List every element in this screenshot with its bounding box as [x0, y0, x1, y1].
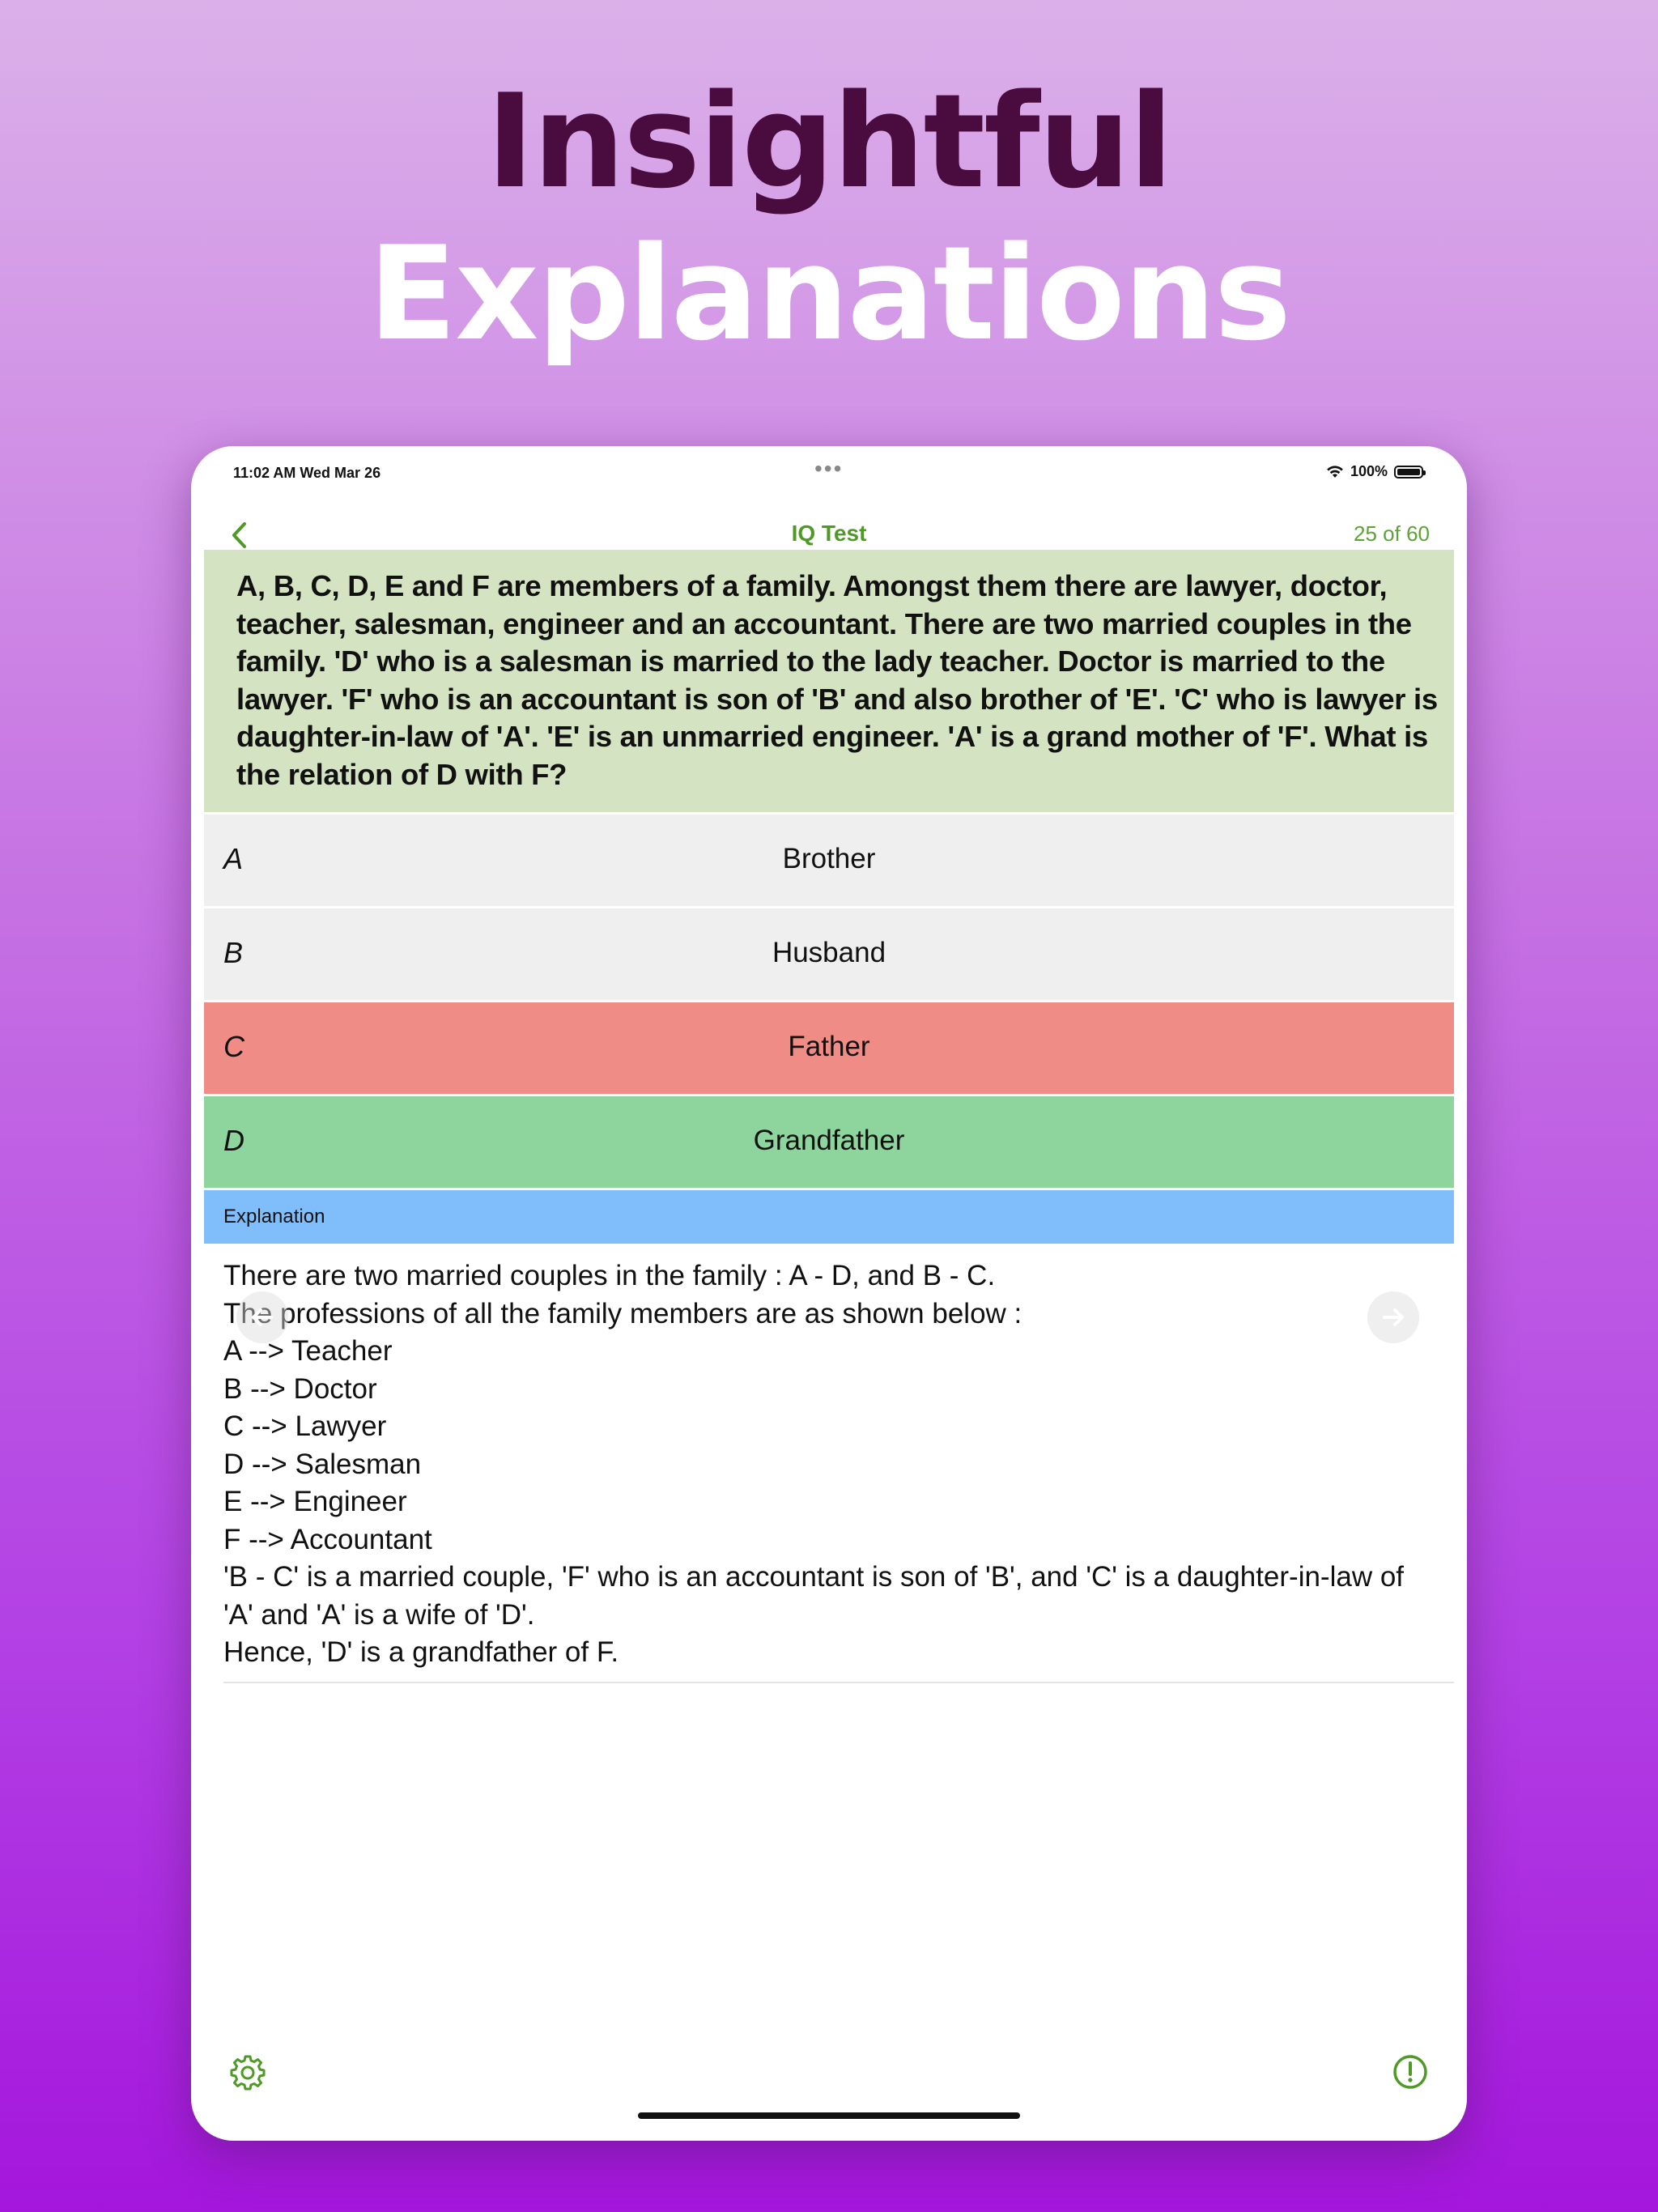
status-time: 11:02 AM Wed Mar 26: [233, 465, 381, 481]
report-issue-button[interactable]: [1388, 2049, 1433, 2095]
next-question-button[interactable]: [1367, 1291, 1419, 1343]
question-text: A, B, C, D, E and F are members of a family. Amongst them there are lawyer, doctor, teacher, salesman, engineer and an accountant. There are two married couples in the family. 'D' who is a salesman is married to the lady teacher. Doctor is married to the lawyer. 'F' who is an accountant is son of 'B' and also brother of 'E'. 'C' who is lawyer is daughter-in-law of 'A'. 'E' is an unmarried engineer. 'A' is a grand mother of 'F'. What is the relation of D with F?: [204, 550, 1454, 812]
explanation-line: There are two married couples in the family : A - D, and B - C.: [223, 1260, 996, 1291]
headline-line-2: Explanations: [368, 218, 1290, 369]
divider: [223, 1682, 1454, 1683]
explanation-line: B --> Doctor: [223, 1372, 377, 1405]
option-letter: B: [223, 936, 244, 969]
multitasking-dots-icon[interactable]: •••: [814, 456, 844, 481]
option-letter: D: [223, 1124, 244, 1157]
status-bar: [191, 446, 1467, 503]
arrow-right-icon: [1380, 1304, 1407, 1331]
option-text: Husband: [772, 937, 886, 968]
explanation-line: 'B - C' is a married couple, 'F' who is an accountant is son of 'B', and 'C' is a daughter-in-law of 'A' and 'A' is a wife of 'D'.: [223, 1561, 1412, 1631]
battery-percentage: 100%: [1350, 463, 1388, 479]
question-progress: 25 of 60: [1354, 521, 1430, 546]
answer-option-c[interactable]: [204, 1002, 1454, 1094]
explanation-line: C --> Lawyer: [223, 1410, 387, 1442]
explanation-line: D --> Salesman: [223, 1448, 422, 1480]
settings-button[interactable]: [225, 2049, 270, 2095]
battery-icon: [1394, 466, 1423, 479]
explanation-header: Explanation: [204, 1190, 1454, 1244]
answer-option-a[interactable]: [204, 815, 1454, 906]
option-letter: C: [223, 1030, 244, 1063]
option-text: Brother: [782, 843, 876, 874]
option-text: Father: [788, 1031, 870, 1062]
wifi-icon: [1326, 466, 1344, 479]
explanation-body: [223, 1257, 1438, 1672]
explanation-line: E --> Engineer: [223, 1486, 407, 1517]
arrow-left-icon: [249, 1304, 276, 1331]
option-letter: A: [223, 842, 244, 875]
explanation-line: Hence, 'D' is a grandfather of F.: [223, 1636, 619, 1668]
answer-option-d[interactable]: [204, 1096, 1454, 1188]
option-text: Grandfather: [753, 1125, 905, 1156]
headline-line-1: Insightful: [486, 66, 1172, 217]
explanation-line: A --> Teacher: [223, 1335, 393, 1367]
gear-icon: [229, 2053, 266, 2091]
page-title: IQ Test: [791, 521, 867, 546]
device-screen: [191, 446, 1467, 2141]
previous-question-button[interactable]: [236, 1291, 288, 1343]
explanation-line: The professions of all the family members are as shown below :: [223, 1297, 1022, 1329]
answer-option-b[interactable]: [204, 908, 1454, 1000]
home-indicator[interactable]: [638, 2112, 1020, 2119]
exclamation-circle-icon: [1392, 2053, 1429, 2091]
status-indicators: [1326, 463, 1423, 480]
explanation-line: F --> Accountant: [223, 1523, 432, 1555]
